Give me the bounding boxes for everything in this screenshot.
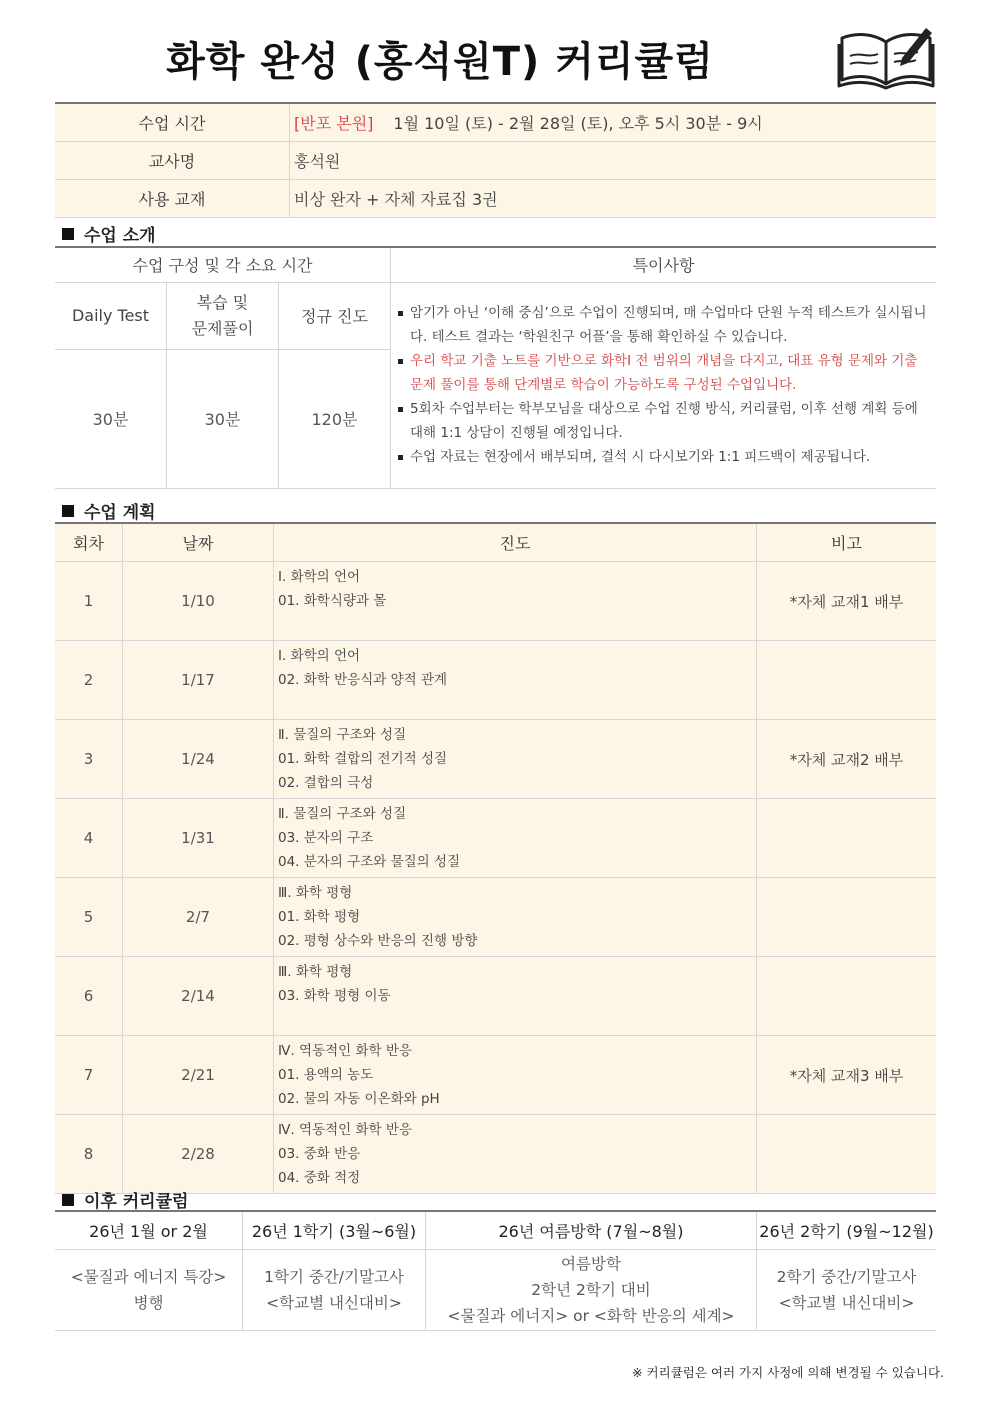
table-row [55, 720, 936, 799]
session-note [757, 799, 937, 878]
location-tag: [반포 본원] [294, 114, 374, 133]
regular-progress-header: 정규 진도 [279, 282, 391, 349]
plan-section-heading [62, 498, 156, 523]
progress-line: 02. 결합의 극성 [278, 775, 374, 791]
progress-line: Ⅲ. 화학 평형 [278, 885, 353, 901]
table-row [55, 799, 936, 878]
after-section-heading [62, 1187, 188, 1212]
review-time: 30분 [167, 349, 279, 488]
plan-section-title: 수업 계획 [84, 503, 156, 523]
session-note [757, 641, 937, 720]
session-number: 7 [55, 1036, 123, 1115]
table-row [55, 1115, 936, 1194]
after-line: 2학년 2학기 대비 [531, 1281, 651, 1299]
session-date: 1/17 [123, 641, 274, 720]
table-row [55, 878, 936, 957]
progress-line: Ⅱ. 물질의 구조와 성질 [278, 806, 407, 822]
footnote: ※ 커리큘럼은 여러 가지 사정에 의해 변경될 수 있습니다. [632, 1365, 944, 1380]
session-number: 3 [55, 720, 123, 799]
progress-line: Ⅲ. 화학 평형 [278, 964, 353, 980]
after-cell [55, 1250, 243, 1331]
after-header: 26년 1월 or 2월 [55, 1211, 243, 1250]
col-header-date: 날짜 [123, 523, 274, 562]
session-progress [274, 641, 757, 720]
session-date: 2/7 [123, 878, 274, 957]
after-cell [426, 1250, 757, 1331]
after-line: <학교별 내신대비> [778, 1294, 915, 1312]
session-number: 1 [55, 562, 123, 641]
square-bullet-icon [62, 505, 74, 517]
table-row [55, 957, 936, 1036]
session-number: 2 [55, 641, 123, 720]
time-text: 1월 10일 (토) - 2월 28일 (토), 오후 5시 30분 - 9시 [393, 114, 763, 133]
after-line: 병행 [133, 1294, 164, 1312]
session-note [757, 1115, 937, 1194]
page-title: 화학 완성 (홍석원T) 커리큘럼 [166, 39, 714, 85]
progress-line: Ⅰ. 화학의 언어 [278, 569, 361, 585]
table-row [55, 1036, 936, 1115]
progress-line: 03. 중화 반응 [278, 1146, 361, 1162]
session-progress [274, 562, 757, 641]
col-header-note: 비고 [757, 523, 937, 562]
progress-line: 02. 물의 자동 이온화와 pH [278, 1091, 440, 1107]
progress-line: 01. 화학 평형 [278, 909, 361, 925]
after-section-title: 이후 커리큘럼 [84, 1192, 189, 1212]
progress-line: 03. 분자의 구조 [278, 830, 374, 846]
after-line: <학교별 내신대비> [266, 1294, 402, 1312]
table-row [55, 562, 936, 641]
progress-line: Ⅰ. 화학의 언어 [278, 648, 361, 664]
book-pencil-icon [836, 24, 936, 92]
session-progress [274, 878, 757, 957]
session-number: 8 [55, 1115, 123, 1194]
intro-section-title: 수업 소개 [84, 226, 156, 246]
session-progress [274, 720, 757, 799]
col-header-session: 회차 [55, 523, 123, 562]
progress-line: 04. 중화 적정 [278, 1170, 361, 1186]
session-note [757, 957, 937, 1036]
composition-header: 수업 구성 및 각 소요 시간 [55, 247, 391, 282]
note-item: 5회차 수업부터는 학부모님을 대상으로 수업 진행 방식, 커리큘럼, 이후 선행 계획 등에 대해 1:1 상담이 진행될 예정입니다. [397, 397, 930, 445]
after-cell [243, 1250, 426, 1331]
progress-line: 01. 용액의 농도 [278, 1067, 374, 1083]
daily-test-time: 30분 [55, 349, 167, 488]
after-line: <물질과 에너지 특강> [70, 1268, 227, 1286]
session-progress [274, 957, 757, 1036]
progress-line: 02. 평형 상수와 반응의 진행 방향 [278, 933, 478, 949]
session-note: *자체 교재3 배부 [757, 1036, 937, 1115]
teacher-value: 홍석원 [290, 142, 937, 180]
session-date: 1/31 [123, 799, 274, 878]
session-progress [274, 799, 757, 878]
note-item: 우리 학교 기출 노트를 기반으로 화학Ⅰ 전 범위의 개념을 다지고, 대표 유형 문제와 기출 문제 풀이를 통해 단계별로 학습이 가능하도록 구성된 수업입니다. [397, 349, 930, 397]
after-line: 2학기 중간/기말고사 [776, 1268, 917, 1286]
after-line: 1학기 중간/기말고사 [264, 1268, 404, 1286]
review-header [167, 282, 279, 349]
progress-line: 01. 화학 결합의 전기적 성질 [278, 751, 448, 767]
progress-line [278, 613, 755, 637]
square-bullet-icon [62, 228, 74, 240]
teacher-label: 교사명 [55, 142, 290, 180]
progress-line: 02. 화학 반응식과 양적 관계 [278, 672, 448, 688]
after-header: 26년 여름방학 (7월~8월) [426, 1211, 757, 1250]
after-curriculum-table [55, 1210, 936, 1331]
after-cell [757, 1250, 937, 1331]
progress-line [278, 1008, 755, 1032]
session-note: *자체 교재1 배부 [757, 562, 937, 641]
daily-test-header: Daily Test [55, 282, 167, 349]
progress-line [278, 692, 755, 716]
session-date: 2/28 [123, 1115, 274, 1194]
progress-line: Ⅳ. 역동적인 화학 반응 [278, 1122, 412, 1138]
intro-table [55, 246, 936, 489]
session-number: 6 [55, 957, 123, 1036]
note-item: 암기가 아닌 ‘이해 중심’으로 수업이 진행되며, 매 수업마다 단원 누적 테스트가 실시됩니다. 테스트 결과는 ‘학원친구 어플’을 통해 확인하실 수 있습니다. [397, 301, 930, 349]
square-bullet-icon [62, 1194, 74, 1206]
book-value: 비상 완자 + 자체 자료집 3권 [290, 180, 937, 218]
intro-section-heading [62, 221, 156, 246]
session-progress [274, 1115, 757, 1194]
progress-line: 01. 화학식량과 몰 [278, 593, 387, 609]
table-row [55, 641, 936, 720]
after-line: <물질과 에너지> or <화학 반응의 세계> [447, 1307, 735, 1325]
after-header: 26년 1학기 (3월~6월) [243, 1211, 426, 1250]
session-date: 1/10 [123, 562, 274, 641]
col-header-progress: 진도 [274, 523, 757, 562]
book-label: 사용 교재 [55, 180, 290, 218]
session-date: 2/14 [123, 957, 274, 1036]
after-header: 26년 2학기 (9월~12월) [757, 1211, 937, 1250]
session-note [757, 878, 937, 957]
plan-table [55, 522, 936, 1194]
session-date: 1/24 [123, 720, 274, 799]
notes-cell [391, 282, 937, 488]
session-number: 5 [55, 878, 123, 957]
after-line: 여름방학 [561, 1255, 621, 1273]
class-info-table [55, 102, 936, 218]
note-item: 수업 자료는 현장에서 배부되며, 결석 시 다시보기와 1:1 피드백이 제공됩니다. [397, 445, 930, 469]
notes-header: 특이사항 [391, 247, 937, 282]
time-value [290, 103, 937, 142]
session-note: *자체 교재2 배부 [757, 720, 937, 799]
session-date: 2/21 [123, 1036, 274, 1115]
session-number: 4 [55, 799, 123, 878]
review-header-text: 복습 및 문제풀이 [191, 292, 254, 338]
progress-line: Ⅱ. 물질의 구조와 성질 [278, 727, 407, 743]
session-progress [274, 1036, 757, 1115]
progress-line: 03. 화학 평형 이동 [278, 988, 391, 1004]
progress-line: Ⅳ. 역동적인 화학 반응 [278, 1043, 412, 1059]
time-label: 수업 시간 [55, 103, 290, 142]
regular-progress-time: 120분 [279, 349, 391, 488]
progress-line: 04. 분자의 구조와 물질의 성질 [278, 854, 461, 870]
